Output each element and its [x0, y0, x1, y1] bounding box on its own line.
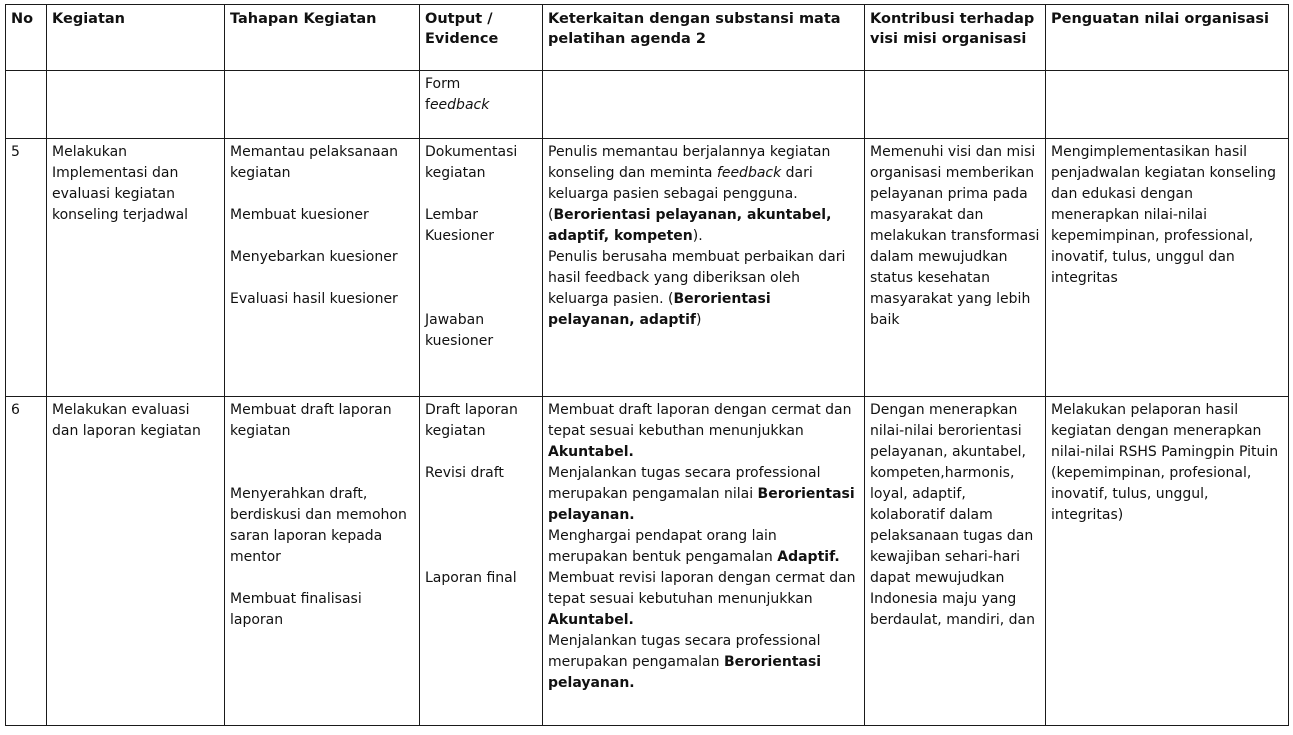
- cell-tahapan: [225, 397, 420, 726]
- stage-item: Menyerahkan draft, berdiskusi dan memohon saran laporan kepada mentor: [230, 486, 407, 565]
- cell-empty: [225, 71, 420, 139]
- stage-item: Memantau pelaksanaan kegiatan: [230, 144, 399, 181]
- output-item: feedback: [425, 97, 490, 113]
- stage-item: Evaluasi hasil kuesioner: [230, 291, 398, 307]
- activity-table: [5, 4, 1289, 726]
- output-item: Dokumentasi kegiatan: [425, 144, 518, 181]
- paragraph: Penulis memantau berjalannya kegiatan konseling dan meminta feedback dari keluarga pasien sebagai pengguna. (Berorientasi pelayanan, akuntabel, adaptif, kompeten).: [548, 144, 832, 244]
- cell-empty: [6, 71, 47, 139]
- output-item: Revisi draft: [425, 465, 504, 481]
- paragraph: Membuat revisi laporan dengan cermat dan tepat sesuai kebutuhan menunjukkan Akuntabel.: [548, 570, 856, 628]
- cell-kontribusi: Memenuhi visi dan misi organisasi memberikan pelayanan prima pada masyarakat dan melakukan transformasi dalam mewujudkan status kesehatan masyarakat yang lebih baik: [865, 139, 1046, 397]
- cell-kegiatan: Melakukan Implementasi dan evaluasi kegiatan konseling terjadwal: [47, 139, 225, 397]
- output-item: Form: [425, 76, 461, 92]
- cell-kegiatan: Melakukan evaluasi dan laporan kegiatan: [47, 397, 225, 726]
- cell-keterkaitan: [543, 139, 865, 397]
- cell-keterkaitan: [543, 397, 865, 726]
- header-keterkaitan: Keterkaitan dengan substansi mata pelatihan agenda 2: [543, 5, 865, 71]
- stage-item: Membuat kuesioner: [230, 207, 369, 223]
- stage-item: Menyebarkan kuesioner: [230, 249, 398, 265]
- paragraph: Penulis berusaha membuat perbaikan dari hasil feedback yang diberiksan oleh keluarga pasien. (Berorientasi pelayanan, adaptif): [548, 249, 846, 328]
- output-item: Lembar Kuesioner: [425, 207, 494, 244]
- cell-empty: [47, 71, 225, 139]
- cell-no: 6: [6, 397, 47, 726]
- header-row: [6, 5, 1289, 71]
- stage-item: Membuat draft laporan kegiatan: [230, 402, 392, 439]
- header-no: No: [6, 5, 47, 71]
- cell-output: [420, 71, 543, 139]
- cell-kontribusi: Dengan menerapkan nilai-nilai berorientasi pelayanan, akuntabel, kompeten,harmonis, loyal, adaptif, kolaboratif dalam pelaksanaan tugas dan kewajiban sehari-hari dapat mewujudkan Indonesia maju yang berdaulat, mandiri, dan: [865, 397, 1046, 726]
- output-item: Jawaban kuesioner: [425, 312, 494, 349]
- header-tahapan: Tahapan Kegiatan: [225, 5, 420, 71]
- cell-output: [420, 139, 543, 397]
- cell-tahapan: [225, 139, 420, 397]
- cell-penguatan: Mengimplementasikan hasil penjadwalan kegiatan konseling dan edukasi dengan menerapkan nilai-nilai kepemimpinan, professional, inovatif, tulus, unggul dan integritas: [1046, 139, 1289, 397]
- paragraph: Menghargai pendapat orang lain merupakan bentuk pengamalan Adaptif.: [548, 528, 840, 565]
- paragraph: Membuat draft laporan dengan cermat dan tepat sesuai kebuthan menunjukkan Akuntabel.: [548, 402, 852, 460]
- header-kontribusi: Kontribusi terhadap visi misi organisasi: [865, 5, 1046, 71]
- table-row-prev: [6, 71, 1289, 139]
- cell-empty: [1046, 71, 1289, 139]
- paragraph: Menjalankan tugas secara professional merupakan pengamalan Berorientasi pelayanan.: [548, 633, 822, 691]
- cell-no: 5: [6, 139, 47, 397]
- header-penguatan: Penguatan nilai organisasi: [1046, 5, 1289, 71]
- cell-empty: [543, 71, 865, 139]
- table-row-6: [6, 397, 1289, 726]
- table-row-5: [6, 139, 1289, 397]
- header-kegiatan: Kegiatan: [47, 5, 225, 71]
- cell-penguatan: Melakukan pelaporan hasil kegiatan dengan menerapkan nilai-nilai RSHS Pamingpin Pituin (kepemimpinan, profesional, inovatif, tulus, unggul, integritas): [1046, 397, 1289, 726]
- paragraph: Menjalankan tugas secara professional merupakan pengamalan nilai Berorientasi pelayanan.: [548, 465, 855, 523]
- cell-output: [420, 397, 543, 726]
- output-item: Laporan final: [425, 570, 517, 586]
- cell-empty: [865, 71, 1046, 139]
- output-item: Draft laporan kegiatan: [425, 402, 518, 439]
- header-output: Output / Evidence: [420, 5, 543, 71]
- stage-item: Membuat finalisasi laporan: [230, 591, 362, 628]
